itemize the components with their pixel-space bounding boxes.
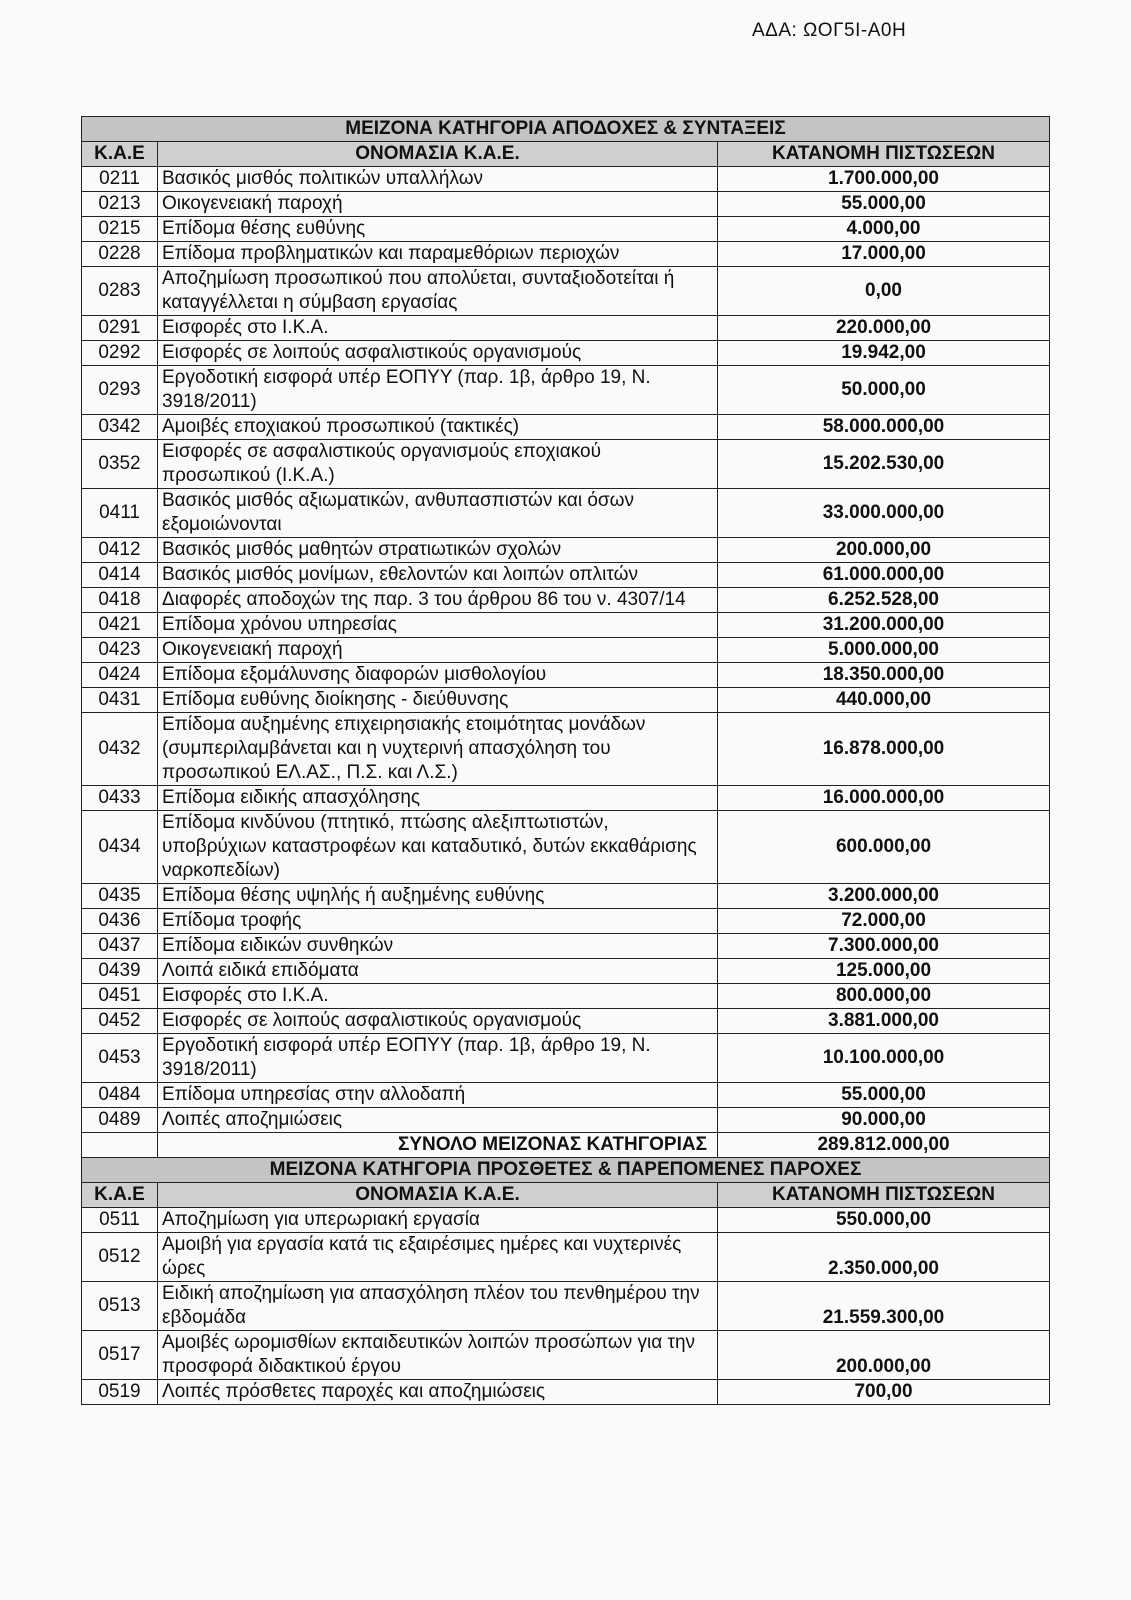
table-row: [82, 811, 1050, 884]
amount-header: ΚΑΤΑΝΟΜΗ ΠΙΣΤΩΣΕΩΝ: [718, 142, 1050, 167]
kae-code: 0519: [82, 1380, 158, 1405]
total-empty-cell: [82, 1133, 158, 1158]
kae-name: Εισφορές στο Ι.Κ.Α.: [158, 316, 718, 341]
kae-amount: 55.000,00: [718, 1083, 1050, 1108]
kae-name: Εισφορές σε λοιπούς ασφαλιστικούς οργανισμούς: [158, 341, 718, 366]
kae-name: Εισφορές σε ασφαλιστικούς οργανισμούς εποχιακού προσωπικού (Ι.Κ.Α.): [158, 440, 718, 489]
kae-name: Εργοδοτική εισφορά υπέρ ΕΟΠΥΥ (παρ. 1β, άρθρο 19, Ν. 3918/2011): [158, 366, 718, 415]
kae-name: Αμοιβές ωρομισθίων εκπαιδευτικών λοιπών προσώπων για την προσφορά διδακτικού έργου: [158, 1331, 718, 1380]
kae-name: Λοιπές αποζημιώσεις: [158, 1108, 718, 1133]
table-row: [82, 688, 1050, 713]
kae-amount: 17.000,00: [718, 242, 1050, 267]
kae-code: 0437: [82, 934, 158, 959]
kae-name: Βασικός μισθός μονίμων, εθελοντών και λοιπών οπλιτών: [158, 563, 718, 588]
table-row: [82, 316, 1050, 341]
table-row: [82, 984, 1050, 1009]
kae-amount: 3.200.000,00: [718, 884, 1050, 909]
table-row: [82, 1380, 1050, 1405]
kae-name: Επίδομα ειδικών συνθηκών: [158, 934, 718, 959]
kae-amount: 200.000,00: [718, 1331, 1050, 1380]
kae-amount: 200.000,00: [718, 538, 1050, 563]
kae-amount: 5.000.000,00: [718, 638, 1050, 663]
kae-name: Επίδομα τροφής: [158, 909, 718, 934]
kae-name: Επίδομα θέσης ευθύνης: [158, 217, 718, 242]
kae-amount: 0,00: [718, 267, 1050, 316]
kae-amount: 33.000.000,00: [718, 489, 1050, 538]
kae-code: 0423: [82, 638, 158, 663]
kae-code: 0517: [82, 1331, 158, 1380]
table-row: [82, 786, 1050, 811]
table-row: [82, 1108, 1050, 1133]
table-row: [82, 538, 1050, 563]
kae-amount: 16.000.000,00: [718, 786, 1050, 811]
kae-name: Βασικός μισθός αξιωματικών, ανθυπασπιστών και όσων εξομοιώνονται: [158, 489, 718, 538]
kae-amount: 125.000,00: [718, 959, 1050, 984]
kae-code: 0283: [82, 267, 158, 316]
kae-code: 0215: [82, 217, 158, 242]
kae-code: 0452: [82, 1009, 158, 1034]
kae-name: Επίδομα ευθύνης διοίκησης - διεύθυνσης: [158, 688, 718, 713]
kae-code: 0512: [82, 1233, 158, 1282]
kae-amount: 18.350.000,00: [718, 663, 1050, 688]
kae-code: 0291: [82, 316, 158, 341]
kae-amount: 550.000,00: [718, 1208, 1050, 1233]
total-label: ΣΥΝΟΛΟ ΜΕΙΖΟΝΑΣ ΚΑΤΗΓΟΡΙΑΣ: [158, 1133, 718, 1158]
kae-code: 0489: [82, 1108, 158, 1133]
kae-code: 0484: [82, 1083, 158, 1108]
table-row: [82, 167, 1050, 192]
kae-code: 0213: [82, 192, 158, 217]
kae-name: Αποζημίωση για υπερωριακή εργασία: [158, 1208, 718, 1233]
kae-amount: 1.700.000,00: [718, 167, 1050, 192]
kae-code: 0435: [82, 884, 158, 909]
table-row: [82, 415, 1050, 440]
kae-name: Εισφορές στο Ι.Κ.Α.: [158, 984, 718, 1009]
kae-name: Αποζημίωση προσωπικού που απολύεται, συνταξιοδοτείται ή καταγγέλλεται η σύμβαση εργασίας: [158, 267, 718, 316]
kae-code: 0439: [82, 959, 158, 984]
kae-name: Επίδομα θέσης υψηλής ή αυξημένης ευθύνης: [158, 884, 718, 909]
kae-amount: 10.100.000,00: [718, 1034, 1050, 1083]
kae-amount: 600.000,00: [718, 811, 1050, 884]
table-row: [82, 267, 1050, 316]
kae-code: 0453: [82, 1034, 158, 1083]
kae-name: Επίδομα προβληματικών και παραμεθόριων περιοχών: [158, 242, 718, 267]
kae-amount: 440.000,00: [718, 688, 1050, 713]
kae-name: Λοιπά ειδικά επιδόματα: [158, 959, 718, 984]
kae-code: 0434: [82, 811, 158, 884]
kae-code: 0412: [82, 538, 158, 563]
table-row: [82, 1083, 1050, 1108]
kae-code: 0292: [82, 341, 158, 366]
kae-amount: 90.000,00: [718, 1108, 1050, 1133]
kae-code: 0411: [82, 489, 158, 538]
kae-code: 0211: [82, 167, 158, 192]
table-row: [82, 1282, 1050, 1331]
kae-name: Ειδική αποζημίωση για απασχόληση πλέον του πενθημέρου την εβδομάδα: [158, 1282, 718, 1331]
kae-amount: 4.000,00: [718, 217, 1050, 242]
kae-code: 0433: [82, 786, 158, 811]
kae-amount: 800.000,00: [718, 984, 1050, 1009]
kae-amount: 7.300.000,00: [718, 934, 1050, 959]
category-title: ΜΕΙΖΟΝΑ ΚΑΤΗΓΟΡΙΑ ΠΡΟΣΘΕΤΕΣ & ΠΑΡΕΠΟΜΕΝΕΣ ΠΑΡΟΧΕΣ: [82, 1158, 1050, 1183]
budget-table-body: [82, 117, 1050, 1405]
kae-name: Επίδομα εξομάλυνσης διαφορών μισθολογίου: [158, 663, 718, 688]
kae-code: 0228: [82, 242, 158, 267]
column-header-row: [82, 1183, 1050, 1208]
kae-name: Επίδομα χρόνου υπηρεσίας: [158, 613, 718, 638]
kae-code: 0293: [82, 366, 158, 415]
kae-amount: 3.881.000,00: [718, 1009, 1050, 1034]
column-header-row: [82, 142, 1050, 167]
kae-amount: 61.000.000,00: [718, 563, 1050, 588]
kae-name: Εισφορές σε λοιπούς ασφαλιστικούς οργανισμούς: [158, 1009, 718, 1034]
category-title-row: [82, 117, 1050, 142]
budget-table: [81, 116, 1050, 1405]
category-title: ΜΕΙΖΟΝΑ ΚΑΤΗΓΟΡΙΑ ΑΠΟΔΟΧΕΣ & ΣΥΝΤΑΞΕΙΣ: [82, 117, 1050, 142]
kae-name: Αμοιβή για εργασία κατά τις εξαιρέσιμες ημέρες και νυχτερινές ώρες: [158, 1233, 718, 1282]
table-row: [82, 1009, 1050, 1034]
table-row: [82, 341, 1050, 366]
name-header: ΟΝΟΜΑΣΙΑ Κ.Α.Ε.: [158, 142, 718, 167]
kae-amount: 2.350.000,00: [718, 1233, 1050, 1282]
kae-amount: 58.000.000,00: [718, 415, 1050, 440]
kae-amount: 72.000,00: [718, 909, 1050, 934]
kae-code: 0451: [82, 984, 158, 1009]
kae-code: 0511: [82, 1208, 158, 1233]
table-row: [82, 1208, 1050, 1233]
table-row: [82, 884, 1050, 909]
kae-name: Επίδομα κινδύνου (πτητικό, πτώσης αλεξιπτωτιστών, υποβρύχιων καταστροφέων και καταδυτικό, δυτών εκκαθάρισης ναρκοπεδίων): [158, 811, 718, 884]
table-row: [82, 909, 1050, 934]
ada-identifier: ΑΔΑ: ΩΟΓ5Ι-Α0Η: [752, 20, 907, 41]
total-row: [82, 1133, 1050, 1158]
kae-name: Διαφορές αποδοχών της παρ. 3 του άρθρου 86 του ν. 4307/14: [158, 588, 718, 613]
table-row: [82, 1034, 1050, 1083]
kae-code: 0414: [82, 563, 158, 588]
code-header: Κ.Α.Ε: [82, 1183, 158, 1208]
category-title-row: [82, 1158, 1050, 1183]
kae-name: Επίδομα υπηρεσίας στην αλλοδαπή: [158, 1083, 718, 1108]
kae-code: 0431: [82, 688, 158, 713]
kae-amount: 15.202.530,00: [718, 440, 1050, 489]
table-row: [82, 217, 1050, 242]
table-row: [82, 638, 1050, 663]
kae-code: 0436: [82, 909, 158, 934]
kae-name: Επίδομα αυξημένης επιχειρησιακής ετοιμότητας μονάδων (συμπεριλαμβάνεται και η νυχτερινή απασχόληση του προσωπικού ΕΛ.ΑΣ., Π.Σ. και Λ.Σ.): [158, 713, 718, 786]
kae-code: 0432: [82, 713, 158, 786]
kae-code: 0418: [82, 588, 158, 613]
kae-amount: 21.559.300,00: [718, 1282, 1050, 1331]
kae-name: Επίδομα ειδικής απασχόλησης: [158, 786, 718, 811]
table-row: [82, 489, 1050, 538]
table-row: [82, 242, 1050, 267]
kae-amount: 6.252.528,00: [718, 588, 1050, 613]
code-header: Κ.Α.Ε: [82, 142, 158, 167]
kae-name: Οικογενειακή παροχή: [158, 192, 718, 217]
total-amount: 289.812.000,00: [718, 1133, 1050, 1158]
name-header: ΟΝΟΜΑΣΙΑ Κ.Α.Ε.: [158, 1183, 718, 1208]
kae-name: Αμοιβές εποχιακού προσωπικού (τακτικές): [158, 415, 718, 440]
kae-amount: 16.878.000,00: [718, 713, 1050, 786]
kae-amount: 50.000,00: [718, 366, 1050, 415]
kae-code: 0424: [82, 663, 158, 688]
kae-amount: 55.000,00: [718, 192, 1050, 217]
table-row: [82, 588, 1050, 613]
table-row: [82, 1233, 1050, 1282]
amount-header: ΚΑΤΑΝΟΜΗ ΠΙΣΤΩΣΕΩΝ: [718, 1183, 1050, 1208]
table-row: [82, 934, 1050, 959]
table-row: [82, 563, 1050, 588]
kae-code: 0342: [82, 415, 158, 440]
kae-name: Λοιπές πρόσθετες παροχές και αποζημιώσεις: [158, 1380, 718, 1405]
kae-name: Οικογενειακή παροχή: [158, 638, 718, 663]
table-row: [82, 713, 1050, 786]
kae-amount: 19.942,00: [718, 341, 1050, 366]
kae-code: 0352: [82, 440, 158, 489]
kae-name: Βασικός μισθός μαθητών στρατιωτικών σχολών: [158, 538, 718, 563]
kae-code: 0513: [82, 1282, 158, 1331]
kae-amount: 220.000,00: [718, 316, 1050, 341]
table-row: [82, 1331, 1050, 1380]
table-row: [82, 613, 1050, 638]
kae-amount: 31.200.000,00: [718, 613, 1050, 638]
table-row: [82, 366, 1050, 415]
table-row: [82, 663, 1050, 688]
kae-code: 0421: [82, 613, 158, 638]
kae-amount: 700,00: [718, 1380, 1050, 1405]
table-row: [82, 959, 1050, 984]
table-row: [82, 192, 1050, 217]
kae-name: Βασικός μισθός πολιτικών υπαλλήλων: [158, 167, 718, 192]
table-row: [82, 440, 1050, 489]
kae-name: Εργοδοτική εισφορά υπέρ ΕΟΠΥΥ (παρ. 1β, άρθρο 19, Ν. 3918/2011): [158, 1034, 718, 1083]
